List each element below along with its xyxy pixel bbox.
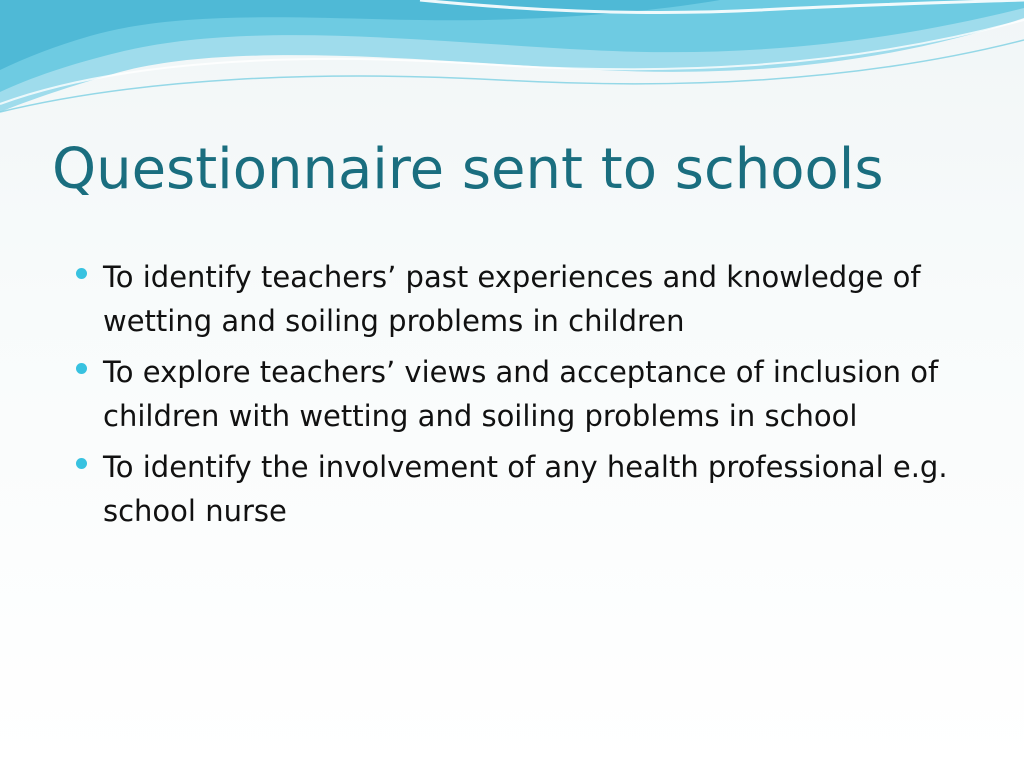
bullet-item (76, 255, 956, 343)
slide-title: Questionnaire sent to schools (52, 137, 884, 202)
header-wave-decoration (0, 0, 1024, 120)
bullet-text: To identify the involvement of any health professional e.g. school nurse (103, 450, 948, 528)
bullet-item (76, 350, 956, 438)
bullet-marker-icon (76, 458, 87, 469)
bullet-marker-icon (76, 268, 87, 279)
bullet-marker-icon (76, 363, 87, 374)
bullet-text: To identify teachers’ past experiences and knowledge of wetting and soiling problems in children (103, 260, 921, 338)
bullet-item (76, 445, 956, 533)
bullet-list (76, 255, 956, 540)
bullet-text: To explore teachers’ views and acceptance of inclusion of children with wetting and soiling problems in school (103, 355, 939, 433)
